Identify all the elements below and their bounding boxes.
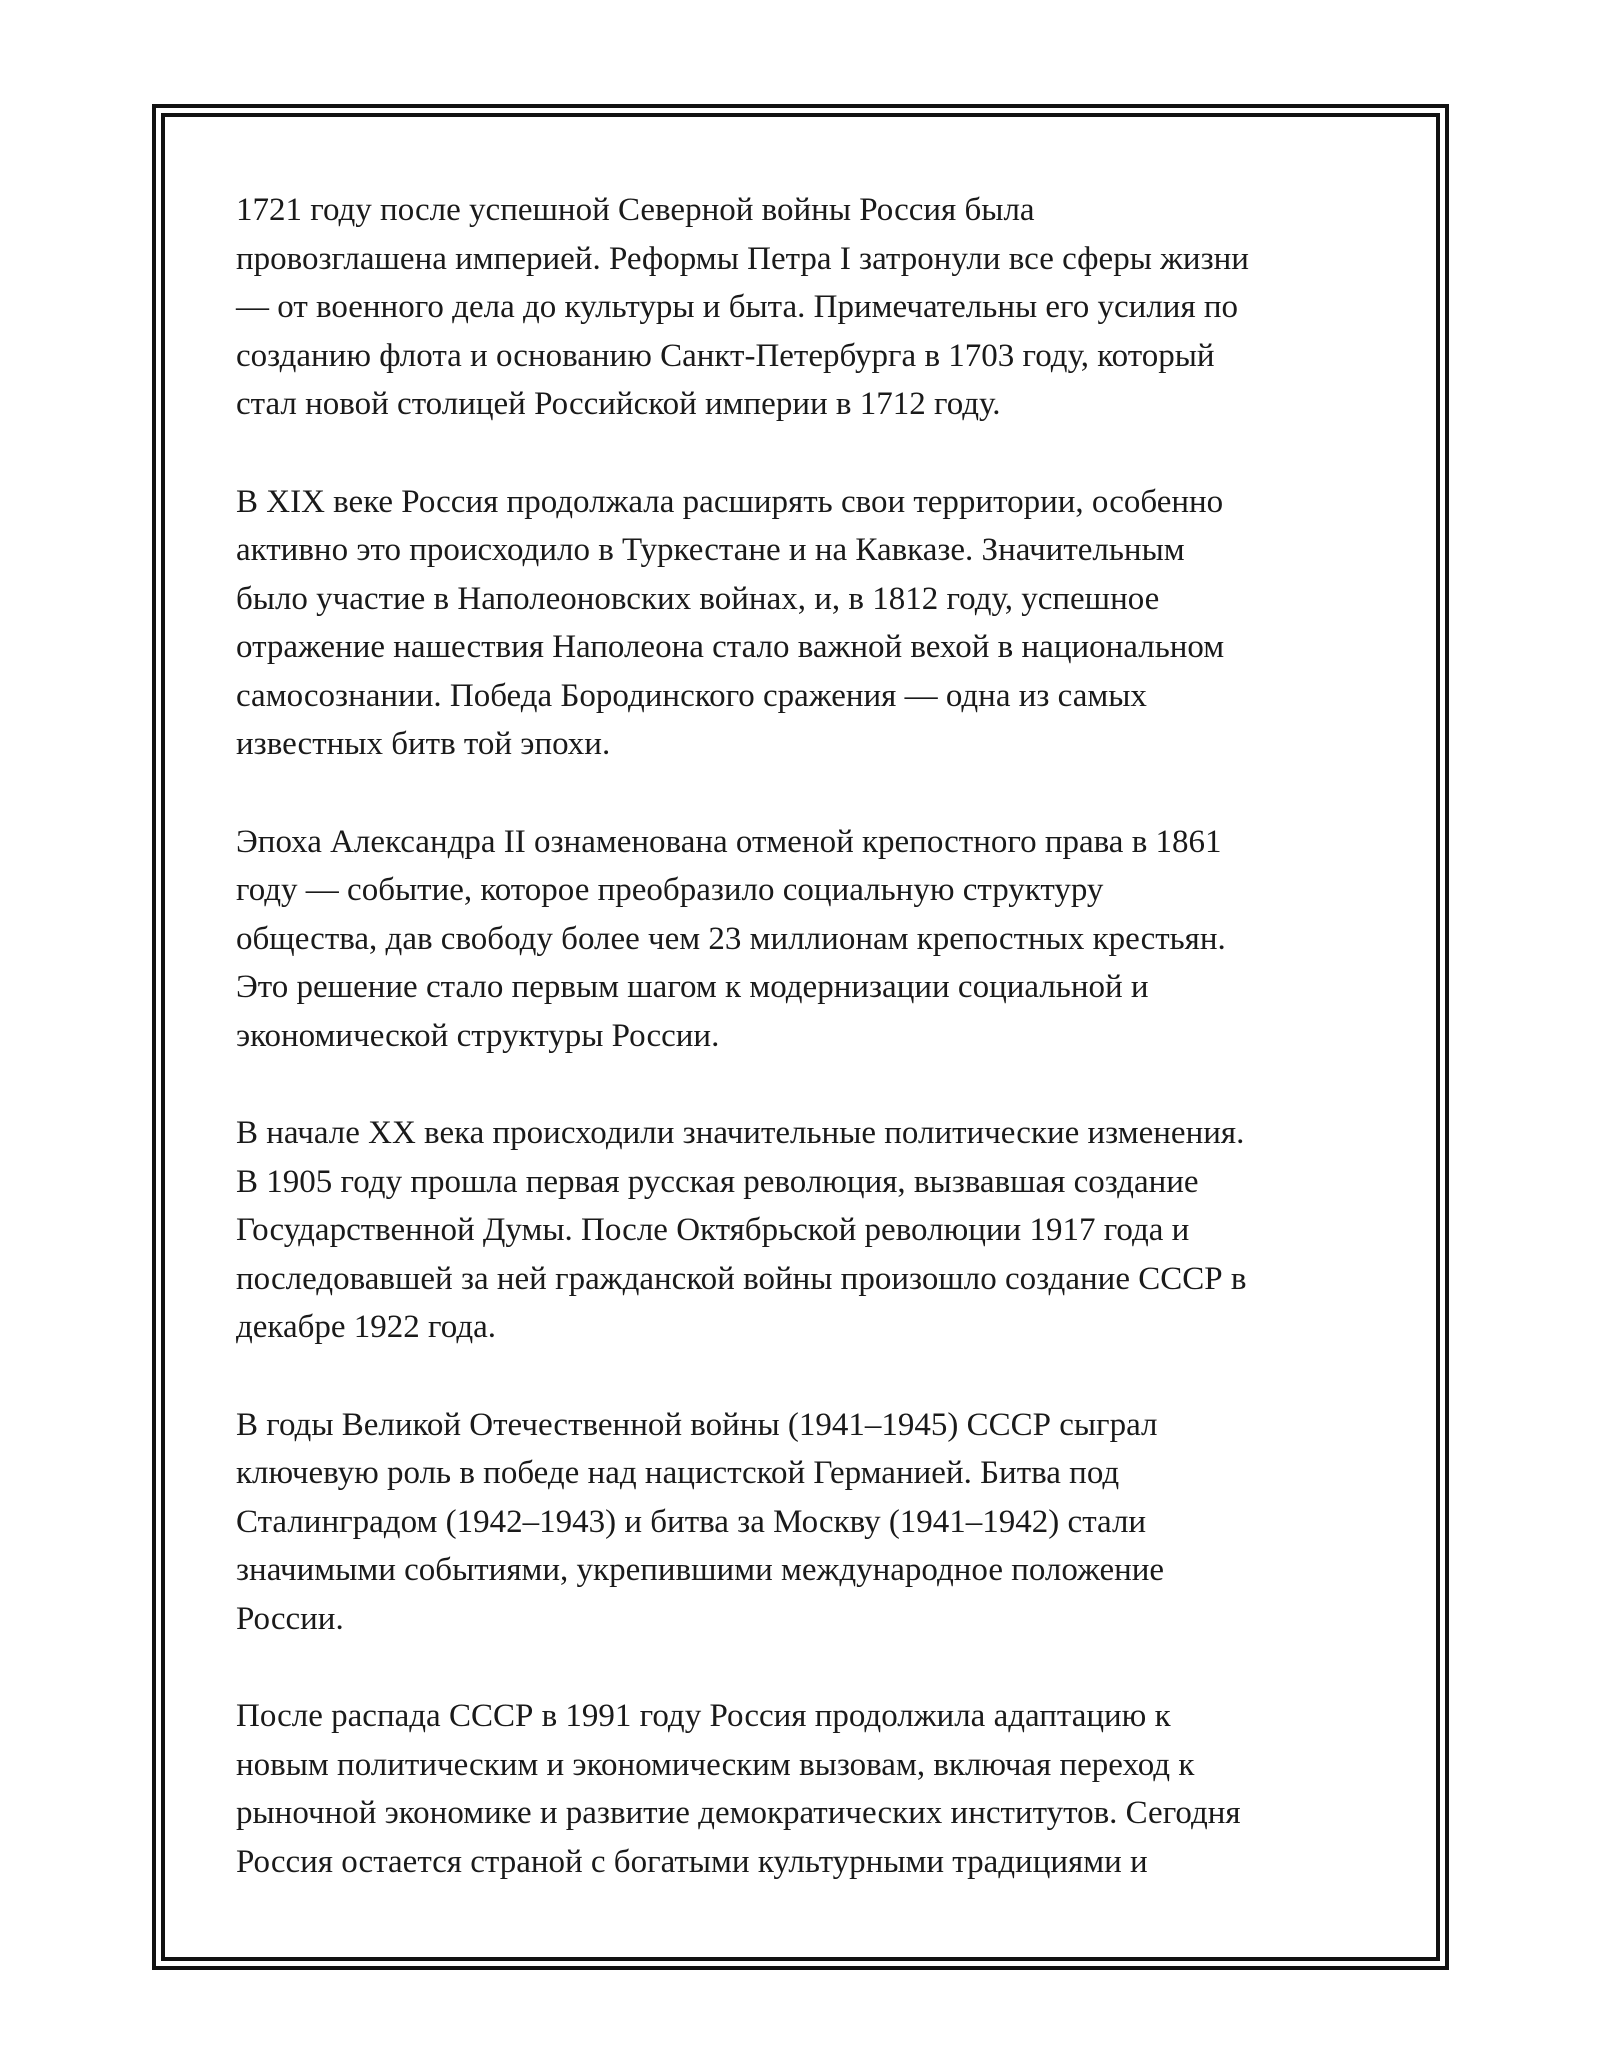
text-line: активно это происходило в Туркестане и на Кавказе. Значительным	[236, 532, 1185, 568]
text-line: В годы Великой Отечественной войны (1941–1945) СССР сыграл	[236, 1406, 1158, 1443]
text-line: стал новой столицей Российской империи в 1712 году.	[236, 386, 1001, 422]
text-line: общества, дав свободу более чем 23 миллионам крепостных крестьян.	[236, 920, 1226, 957]
paragraph-19th-century	[236, 478, 1376, 769]
text-line: провозглашена империей. Реформы Петра I затронули все сферы жизни	[236, 240, 1249, 277]
text-line: экономической структуры России.	[236, 1017, 720, 1054]
paragraph-20th-century	[236, 1109, 1376, 1352]
text-line: России.	[236, 1600, 344, 1637]
paragraph-great-patriotic-war	[236, 1401, 1376, 1644]
text-line: созданию флота и основанию Санкт-Петербурга в 1703 году, который	[236, 337, 1215, 374]
text-line: ключевую роль в победе над нацистской Германией. Битва под	[236, 1455, 1120, 1491]
text-line: 1721 году после успешной Северной войны Россия была	[236, 192, 1035, 228]
text-line: известных битв той эпохи.	[236, 726, 611, 762]
paragraph-alexander-ii	[236, 818, 1376, 1061]
text-line: году — событие, которое преобразило социальную структуру	[236, 872, 1104, 908]
text-line: Эпоха Александра II ознаменована отменой крепостного права в 1861	[236, 823, 1222, 860]
text-line: Государственной Думы. После Октябрьской революции 1917 года и	[236, 1212, 1190, 1248]
text-line: В 1905 году прошла первая русская революция, вызвавшая создание	[236, 1163, 1199, 1200]
text-line: декабре 1922 года.	[236, 1309, 497, 1345]
text-line: самосознании. Победа Бородинского сражения — одна из самых	[236, 677, 1147, 714]
text-line: Россия остается страной с богатыми культурными традициями и	[236, 1843, 1148, 1880]
document-body	[236, 186, 1376, 1886]
text-line: последовавшей за ней гражданской войны произошло создание СССР в	[236, 1260, 1247, 1297]
paragraph-peter-reforms	[236, 186, 1376, 429]
text-line: отражение нашествия Наполеона стало важной вехой в национальном	[236, 629, 1225, 665]
text-line: — от военного дела до культуры и быта. Примечательны его усилия по	[236, 289, 1239, 325]
text-line: После распада СССР в 1991 году Россия продолжила адаптацию к	[236, 1698, 1171, 1734]
text-line: Это решение стало первым шагом к модернизации социальной и	[236, 969, 1149, 1005]
text-line: значимыми событиями, укрепившими международное положение	[236, 1552, 1165, 1588]
paragraph-post-ussr	[236, 1692, 1376, 1886]
text-line: рыночной экономике и развитие демократических институтов. Сегодня	[236, 1795, 1241, 1831]
text-line: В начале XX века происходили значительные политические изменения.	[236, 1115, 1245, 1151]
text-line: В XIX веке Россия продолжала расширять свои территории, особенно	[236, 483, 1224, 520]
text-line: новым политическим и экономическим вызовам, включая переход к	[236, 1746, 1195, 1783]
text-line: Сталинградом (1942–1943) и битва за Москву (1941–1942) стали	[236, 1503, 1147, 1540]
text-line: было участие в Наполеоновских войнах, и, в 1812 году, успешное	[236, 580, 1160, 617]
